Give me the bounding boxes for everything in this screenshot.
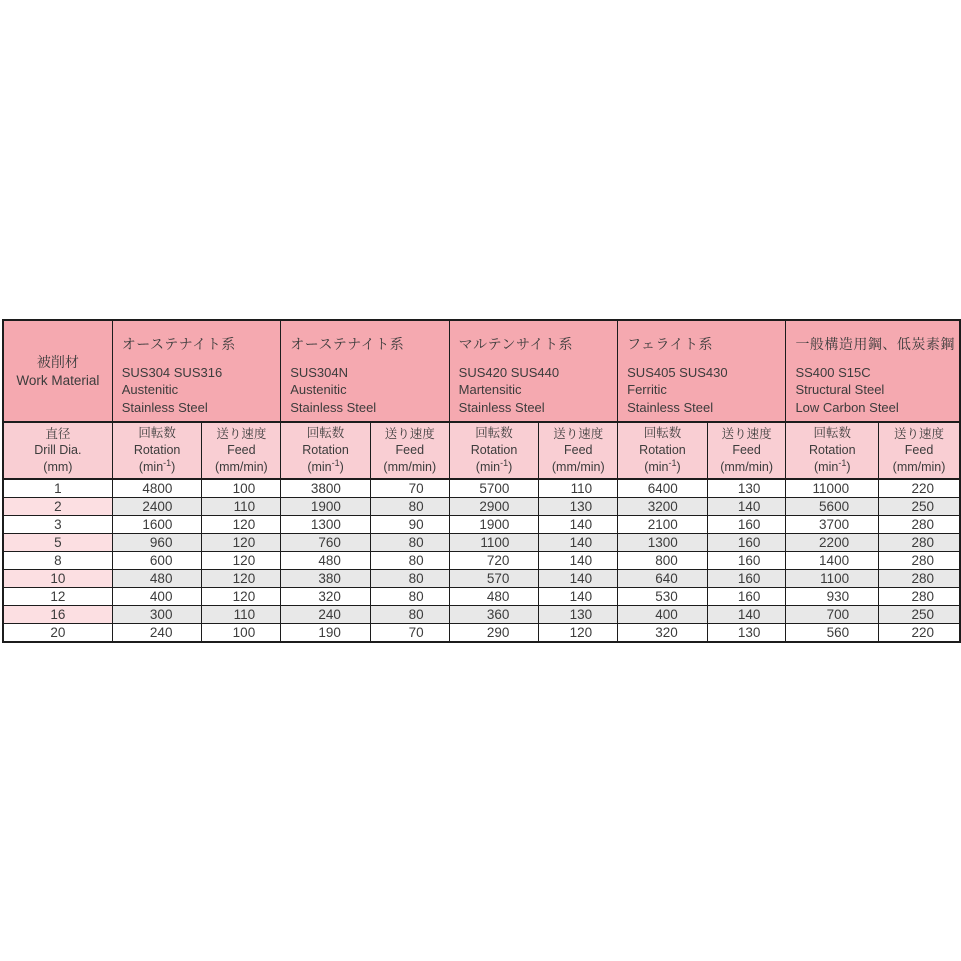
rotation-label-en: Rotation	[470, 442, 518, 457]
rotation-unit-prefix: (min	[814, 460, 839, 475]
feed-unit: (mm/min)	[383, 459, 437, 474]
column-header-row	[3, 422, 960, 479]
table-row	[3, 605, 960, 623]
feed-unit: (mm/min)	[892, 459, 946, 474]
rotation-label-en: Rotation	[133, 442, 181, 457]
rotation-unit-sup: -1	[163, 458, 172, 468]
rotation-unit-sup: -1	[838, 458, 847, 468]
rotation-cell: 190	[281, 623, 371, 642]
feed-cell: 140	[707, 605, 786, 623]
rotation-unit	[450, 458, 539, 476]
feed-cell: 130	[707, 479, 786, 498]
feed-cell: 140	[539, 533, 618, 551]
material-grades: SS400 S15C	[795, 365, 871, 381]
drill-dia-cell: 10	[3, 569, 112, 587]
rotation-cell: 380	[281, 569, 371, 587]
feed-header-cell	[539, 422, 618, 479]
feed-cell: 160	[707, 551, 786, 569]
table-row	[3, 479, 960, 498]
rotation-cell: 3700	[786, 515, 879, 533]
rotation-label-jp: 回転数	[643, 426, 682, 440]
material-type-line2: Low Carbon Steel	[795, 399, 899, 415]
feed-label-en: Feed	[395, 443, 425, 458]
drill-dia-cell: 5	[3, 533, 112, 551]
feed-cell: 80	[370, 605, 449, 623]
rotation-cell: 1900	[449, 515, 539, 533]
feed-cell: 120	[539, 623, 618, 642]
feed-cell: 120	[202, 515, 281, 533]
rotation-unit	[786, 458, 878, 476]
material-header-content	[113, 321, 280, 421]
feed-label-en: Feed	[732, 443, 761, 458]
rotation-cell: 1300	[281, 515, 371, 533]
feed-cell: 120	[202, 569, 281, 587]
feed-unit: (mm/min)	[551, 459, 605, 474]
feed-cell: 220	[879, 479, 960, 498]
feed-cell: 70	[370, 479, 449, 498]
rotation-header-cell	[281, 422, 371, 479]
rotation-cell: 3200	[618, 497, 708, 515]
feed-cell: 120	[202, 551, 281, 569]
material-name-jp: 一般構造用鋼、低炭素鋼	[795, 336, 955, 352]
rotation-cell: 1300	[618, 533, 708, 551]
material-type-line1: Austenitic	[121, 382, 179, 398]
rotation-label-jp: 回転数	[306, 426, 345, 440]
rotation-unit-suffix: )	[339, 460, 344, 475]
rotation-cell: 930	[786, 587, 879, 605]
rotation-header-cell	[112, 422, 202, 479]
rotation-cell: 2900	[449, 497, 539, 515]
feed-header-cell	[202, 422, 281, 479]
material-header-content	[450, 321, 617, 421]
rotation-cell: 11000	[786, 479, 879, 498]
feed-cell: 110	[539, 479, 618, 498]
material-header-content	[786, 321, 959, 421]
rotation-cell: 960	[112, 533, 202, 551]
rotation-header-cell	[786, 422, 879, 479]
feed-cell: 280	[879, 569, 960, 587]
material-grades: SUS405 SUS430	[627, 365, 728, 381]
feed-cell: 110	[202, 497, 281, 515]
material-name-jp: マルテンサイト系	[458, 336, 573, 352]
rotation-cell: 570	[449, 569, 539, 587]
feed-cell: 80	[370, 587, 449, 605]
feed-cell: 140	[539, 551, 618, 569]
rotation-cell: 480	[281, 551, 371, 569]
table-row	[3, 587, 960, 605]
feed-cell: 160	[707, 569, 786, 587]
feed-unit: (mm/min)	[214, 459, 268, 474]
feed-cell: 80	[370, 551, 449, 569]
rotation-cell: 1100	[786, 569, 879, 587]
rotation-cell: 5700	[449, 479, 539, 498]
feed-label-jp: 送り速度	[894, 426, 945, 441]
feed-header-cell	[707, 422, 786, 479]
rotation-label-en: Rotation	[639, 442, 686, 457]
feed-cell: 280	[879, 587, 960, 605]
feed-cell: 70	[370, 623, 449, 642]
feed-label-en: Feed	[227, 443, 256, 458]
feed-cell: 140	[539, 587, 618, 605]
rotation-unit-suffix: )	[171, 460, 176, 475]
rotation-unit-sup: -1	[500, 458, 509, 468]
rotation-unit	[618, 458, 707, 476]
rotation-unit-suffix: )	[676, 460, 681, 475]
feed-cell: 80	[370, 569, 449, 587]
rotation-unit-sup: -1	[668, 458, 677, 468]
rotation-header-cell	[618, 422, 708, 479]
rotation-cell: 760	[281, 533, 371, 551]
table-row	[3, 623, 960, 642]
feed-cell: 80	[370, 533, 449, 551]
drill-dia-cell: 2	[3, 497, 112, 515]
drill-dia-cell: 12	[3, 587, 112, 605]
feed-unit: (mm/min)	[720, 459, 773, 474]
rotation-unit-prefix: (min	[475, 460, 501, 475]
rotation-cell: 320	[281, 587, 371, 605]
material-header-cell	[786, 320, 960, 422]
drill-dia-cell: 3	[3, 515, 112, 533]
feed-cell: 140	[707, 497, 786, 515]
rotation-cell: 800	[618, 551, 708, 569]
material-header-cell	[112, 320, 280, 422]
drill-dia-cell: 1	[3, 479, 112, 498]
rotation-cell: 400	[618, 605, 708, 623]
feed-header-cell	[879, 422, 960, 479]
feed-cell: 280	[879, 551, 960, 569]
feed-cell: 220	[879, 623, 960, 642]
work-material-label-jp: 被削材	[36, 354, 79, 371]
rotation-label-jp: 回転数	[813, 426, 852, 440]
feed-cell: 160	[707, 533, 786, 551]
drill-dia-cell: 20	[3, 623, 112, 642]
feed-cell: 100	[202, 623, 281, 642]
rotation-unit-suffix: )	[846, 460, 851, 475]
feed-cell: 250	[879, 605, 960, 623]
material-name-jp: フェライト系	[627, 336, 714, 352]
table-row	[3, 551, 960, 569]
rotation-cell: 2200	[786, 533, 879, 551]
feed-label-jp: 送り速度	[216, 426, 267, 441]
rotation-cell: 640	[618, 569, 708, 587]
rotation-cell: 5600	[786, 497, 879, 515]
rotation-cell: 2400	[112, 497, 202, 515]
rotation-cell: 560	[786, 623, 879, 642]
material-details	[459, 364, 613, 416]
drill-dia-unit: (mm)	[43, 459, 73, 474]
rotation-cell: 290	[449, 623, 539, 642]
feed-cell: 140	[539, 569, 618, 587]
rotation-cell: 480	[112, 569, 202, 587]
material-header-content	[618, 321, 785, 421]
drill-dia-label-en: Drill Dia.	[34, 443, 82, 458]
drill-data-body	[3, 479, 960, 642]
feed-label-en: Feed	[904, 443, 934, 458]
material-details	[122, 364, 276, 416]
drill-dia-cell: 16	[3, 605, 112, 623]
material-name-jp: オーステナイト系	[290, 336, 405, 352]
rotation-label-en: Rotation	[302, 442, 349, 457]
table-row	[3, 515, 960, 533]
feed-cell: 250	[879, 497, 960, 515]
material-details	[795, 364, 955, 416]
rotation-cell: 300	[112, 605, 202, 623]
material-type-line1: Martensitic	[458, 382, 522, 398]
rotation-cell: 1400	[786, 551, 879, 569]
rotation-cell: 400	[112, 587, 202, 605]
feed-cell: 280	[879, 515, 960, 533]
material-details	[627, 364, 781, 416]
feed-cell: 120	[202, 587, 281, 605]
feed-cell: 160	[707, 587, 786, 605]
rotation-cell: 360	[449, 605, 539, 623]
rotation-label-jp: 回転数	[475, 426, 513, 440]
table-row	[3, 569, 960, 587]
feed-cell: 130	[707, 623, 786, 642]
feed-label-jp: 送り速度	[721, 426, 772, 441]
material-type-line2: Stainless Steel	[121, 399, 208, 415]
rotation-cell: 6400	[618, 479, 708, 498]
material-grades: SUS304 SUS316	[121, 365, 223, 381]
feed-cell: 100	[202, 479, 281, 498]
rotation-unit-suffix: )	[508, 460, 513, 475]
rotation-cell: 1600	[112, 515, 202, 533]
rotation-unit	[281, 458, 370, 476]
rotation-cell: 3800	[281, 479, 371, 498]
rotation-label-en: Rotation	[808, 442, 856, 457]
feed-cell: 120	[202, 533, 281, 551]
material-type-line1: Structural Steel	[795, 382, 885, 398]
drill-dia-cell: 8	[3, 551, 112, 569]
rotation-unit-sup: -1	[331, 458, 340, 468]
feed-cell: 130	[539, 497, 618, 515]
rotation-cell: 240	[112, 623, 202, 642]
rotation-unit-prefix: (min	[307, 460, 332, 475]
drill-dia-header-cell	[3, 422, 112, 479]
rotation-unit-prefix: (min	[644, 460, 669, 475]
rotation-label-jp: 回転数	[138, 426, 176, 440]
feed-label-jp: 送り速度	[553, 426, 604, 441]
feed-cell: 90	[370, 515, 449, 533]
material-header-cell	[281, 320, 449, 422]
material-type-line1: Ferritic	[627, 382, 667, 398]
feed-label-jp: 送り速度	[384, 426, 435, 441]
rotation-header-cell	[449, 422, 539, 479]
material-header-content	[281, 321, 448, 421]
rotation-cell: 2100	[618, 515, 708, 533]
rotation-cell: 4800	[112, 479, 202, 498]
material-type-line2: Stainless Steel	[627, 399, 714, 415]
material-grades: SUS420 SUS440	[458, 365, 560, 381]
work-material-header-cell	[3, 320, 112, 422]
rotation-unit-prefix: (min	[138, 460, 164, 475]
material-header-cell	[618, 320, 786, 422]
material-grades: SUS304N	[290, 365, 349, 381]
material-header-cell	[449, 320, 617, 422]
rotation-cell: 700	[786, 605, 879, 623]
feed-cell: 280	[879, 533, 960, 551]
rotation-cell: 480	[449, 587, 539, 605]
feed-cell: 80	[370, 497, 449, 515]
rotation-cell: 720	[449, 551, 539, 569]
feed-cell: 160	[707, 515, 786, 533]
material-header-row	[3, 320, 960, 422]
drill-dia-label-jp: 直径	[45, 426, 71, 441]
work-material-label-en: Work Material	[16, 373, 100, 389]
feed-header-cell	[370, 422, 449, 479]
rotation-cell: 240	[281, 605, 371, 623]
rotation-unit	[113, 458, 202, 476]
feed-label-en: Feed	[564, 443, 593, 458]
drill-conditions-table	[2, 319, 961, 643]
rotation-cell: 600	[112, 551, 202, 569]
rotation-cell: 530	[618, 587, 708, 605]
feed-cell: 140	[539, 515, 618, 533]
material-type-line2: Stainless Steel	[458, 399, 545, 415]
rotation-cell: 1100	[449, 533, 539, 551]
feed-cell: 130	[539, 605, 618, 623]
material-type-line2: Stainless Steel	[290, 399, 377, 415]
material-type-line1: Austenitic	[290, 382, 347, 398]
rotation-cell: 320	[618, 623, 708, 642]
table-row	[3, 497, 960, 515]
feed-cell: 110	[202, 605, 281, 623]
table-row	[3, 533, 960, 551]
material-name-jp: オーステナイト系	[121, 336, 236, 352]
rotation-cell: 1900	[281, 497, 371, 515]
material-details	[290, 364, 444, 416]
